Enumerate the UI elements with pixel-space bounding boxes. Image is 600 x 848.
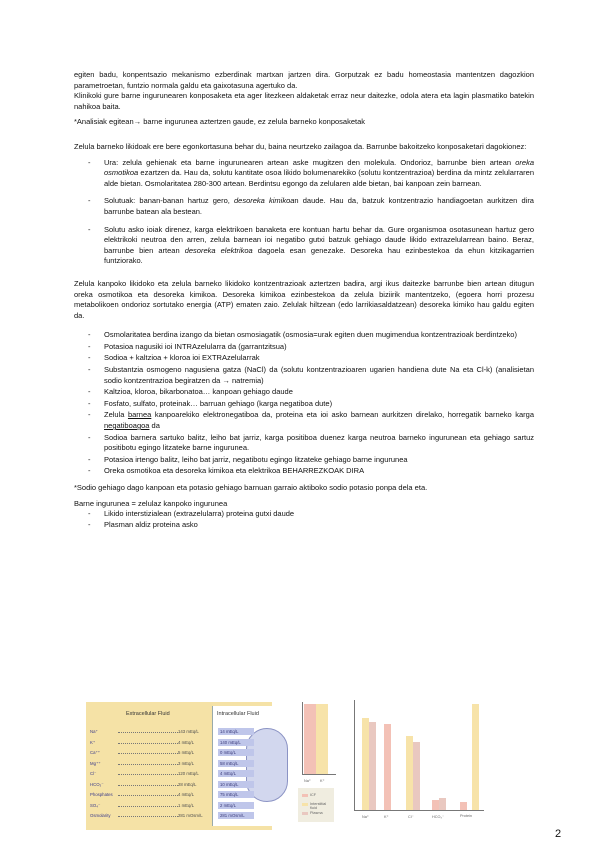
paragraph: Zelula kanpoko likidoko eta zelula barneko likidoko kontzentrazioak aztertzen badira, argi ikus daitezke barrunbe bien artean ditugun oreka osmotikoa eta desoreka kimikoa. Desoreka kimikoa ezinbestekoa da zelula biziirik mantentzeko, (egoera horri prozesu metabolikoen ondorioz sortutako energia (ATP) ematen zaio. Zelulak hiltzean (edo larrikiasaldatzean) desoreka kimiko hau galdu egiten da.	[74, 278, 534, 320]
leader-dots	[118, 753, 178, 754]
compartment-bar-figure	[296, 686, 494, 832]
extracellular-value: 281 mOsm/L	[178, 813, 203, 818]
list-item: - Zelula barnea kanpoarekiko elektronegatiboa da, proteina eta ioi asko barnean aurkitzen direlako, horregatik barneko karga negatiboagoa da	[74, 410, 534, 431]
extracellular-value: 120 mEq/L	[178, 771, 199, 776]
tick-label: K⁺	[384, 815, 389, 819]
bar-protein-plasma	[472, 704, 479, 810]
ion-name: Mg⁺⁺	[90, 760, 101, 766]
leader-dots	[118, 795, 178, 796]
leader-dots	[118, 785, 178, 786]
list-item: - Kaltzioa, kloroa, bikarbonatoa… kanpoan gehiago daude	[74, 387, 534, 398]
left-label-k: K⁺	[320, 779, 325, 783]
summary-list	[74, 330, 534, 477]
intracellular-value: 14 mEq/L	[218, 728, 254, 735]
list-item: - Potasioa irtengo balitz, leiho bat jarriz, negatibotu egingo litzateke gehiago barne ingurunea	[74, 455, 534, 466]
bar-na-isf	[362, 718, 369, 810]
intracellular-value: 140 mEq/L	[218, 739, 254, 746]
leader-dots	[118, 764, 178, 765]
extracellular-value: 28 mEq/L	[178, 781, 197, 787]
leader-dots	[118, 743, 178, 744]
left-bar-na	[304, 704, 316, 774]
paragraph: Zelula barneko likidoak ere bere egonkortasuna behar du, baina neurtzeko zailagoa da. Barrunbe bakoitzeko konposaketari dagokionez:	[74, 141, 527, 151]
document-body	[74, 70, 534, 530]
leader-dots	[118, 806, 178, 807]
list-item: - Sodioa barnera sartuko balitz, leiho bat jarriz, karga positiboa duenez karga neutroa barneko ingurunean eta gehiago sartuz positibotu egingo litzateke barne ingurunea.	[74, 433, 534, 454]
legend-label: ICF	[310, 793, 317, 797]
composition-list	[74, 158, 534, 267]
bar-k-icf	[384, 724, 391, 810]
ion-name: Phosphates	[90, 792, 113, 797]
tick-label: Protein	[460, 814, 473, 818]
list-item: - Fosfato, sulfato, proteinak… barruan gehiago (karga negatiboa dute)	[74, 399, 534, 410]
ion-name: HCO₃⁻	[90, 781, 104, 787]
tick-label: Na⁺	[362, 815, 369, 819]
list-item: - Solutu asko ioiak direnez, karga elektrikoen banaketa ere kontuan hartu behar da. Gure organismoa osotasunean hartuz gero elektrikoki neutroa den arren, zelula barnean ioi negatibo gutxi batzuk gehiago daude likido extrazelularrean baino. Beraz, barrunbe bien artean desoreka elektrikoa dagoela esan genezake. Desoreka hau ezinbestekoa da ehun kitzikagarrien funtziorako.	[74, 225, 534, 267]
main-baseline	[354, 810, 484, 811]
intracellular-header: Intracellular Fluid	[217, 711, 259, 717]
ion-name: Osmolarity	[90, 813, 111, 818]
ion-name: K⁺	[90, 739, 96, 745]
extracellular-value: 4 mEq/L	[178, 792, 195, 797]
list-item: - Potasioa nagusiki ioi INTRAzelularra da (garrantzitsua)	[74, 342, 534, 353]
list-item: - Osmolaritatea berdina izango da bietan osmosiagatik (osmosia=urak egiten duen mugimendua kontzentrazioak berdintzeko)	[74, 330, 534, 341]
extracellular-value: 3 mEq/L	[178, 760, 195, 766]
intracellular-value: 2 mEq/L	[218, 802, 254, 809]
tick-label: Cl⁻	[408, 815, 414, 819]
extracellular-value: 1 mEq/L	[178, 802, 195, 808]
ion-concentration-figure	[86, 702, 272, 830]
legend	[298, 788, 334, 822]
intracellular-value: 4 mEq/L	[218, 770, 254, 777]
paragraph: Klinikoki gure barne ingurunearen konposaketa eta ager litezkeen aldaketak erraz neur daitezke, odola atera eta lagin plasmatiko batekin nahikoa baita.	[74, 91, 534, 111]
list-item: - Substantzia osmogeno nagusiena gatza (NaCl) da (solutu kontzentrazioaren ugarien handiena dute Na eta Cl-k) (analisietan sodio kontzentrazioa begiratzen da → natremia)	[74, 365, 534, 386]
note: *Analisiak egitean→ barne ingurunea aztertzen gaude, ez zelula barneko konposaketak	[74, 117, 366, 127]
legend-swatch-plasma	[302, 812, 308, 815]
list-item: - Likido interstizialean (extrazelularra) proteina gutxi daude	[74, 509, 534, 520]
intracellular-value: 75 mEq/L	[218, 791, 254, 798]
legend-label: Plasma	[310, 811, 323, 815]
legend-swatch-isf	[302, 803, 308, 806]
main-axis	[354, 700, 355, 810]
bar-cl-plasma	[413, 742, 420, 810]
list-item: - Plasman aldiz proteina asko	[74, 520, 534, 531]
bar-cl-isf	[406, 736, 413, 810]
legend-label: Interstitial fluid	[310, 802, 327, 810]
intracellular-value: 281 mOsm/L	[218, 812, 254, 819]
environment-list	[74, 509, 534, 530]
ion-name: Na⁺	[90, 729, 98, 734]
paragraph: egiten badu, konpentsazio mekanismo ezberdinak martxan jartzen dira. Gorputzak ez badu homeostasia mantentzen dagozkion parametroetan, funtzio normala galdu eta gaixotasuna agertuko da.	[74, 70, 534, 90]
extracellular-value: 143 mEq/L	[178, 729, 199, 734]
list-item: - Sodioa + kaltzioa + kloroa ioi EXTRAzelularrak	[74, 353, 534, 364]
bar-na-plasma	[369, 722, 376, 810]
list-item: - Solutuak: banan-banan hartuz gero, desoreka kimikoan daude. Hau da, batzuk kontzentrazio handiagoetan aurkitzen dira barrunbe batean ala bestean.	[74, 196, 534, 217]
intracellular-value: 0 mEq/L	[218, 749, 254, 756]
intracellular-value: 58 mEq/L	[218, 760, 254, 767]
leader-dots	[118, 732, 178, 733]
left-baseline	[302, 774, 336, 775]
bar-hco3-plasma	[439, 798, 446, 810]
note: *Sodio gehiago dago kanpoan eta potasio gehiago barnuan garraio aktiboko sodio potasio ponpa dela eta.	[74, 483, 428, 492]
paragraph: Barne ingurunea = zelulaz kanpoko ingurunea	[74, 498, 228, 508]
list-item: - Ura: zelula gehienak eta barne ingurunearen artean aske mugitzen den molekula. Ondorioz, barrunbe bien artean oreka osmotikoa ezartzen da. Hau da, solutu kantitate osoa likido bolumenarekiko (solutu kontzentrazioa) berdina da mintz zelularraren alde bietan. Osmolaritatea 280-300 artean. Berdintsu egongo da zelularen alde bietan, bai kanpoan zein barnean.	[74, 158, 534, 190]
bar-protein-icf	[460, 802, 467, 810]
ion-name: Cl⁻	[90, 771, 97, 776]
ion-name: SO₄⁻	[90, 802, 101, 808]
left-label-na: Na⁺	[304, 779, 311, 783]
extracellular-value: 5 mEq/L	[178, 750, 195, 755]
extracellular-header: Extracellular Fluid	[126, 711, 170, 717]
list-item: - Oreka osmotikoa eta desoreka kimikoa eta elektrikoa BEHARREZKOAK DIRA	[74, 466, 534, 477]
legend-swatch-icf	[302, 794, 308, 797]
left-bar-k	[316, 704, 328, 774]
tick-label: HCO₃⁻	[432, 815, 444, 819]
left-axis	[302, 702, 303, 774]
page-number: 2	[555, 828, 562, 840]
leader-dots	[118, 774, 178, 775]
extracellular-value: 4 mEq/L	[178, 739, 195, 745]
intracellular-value: 10 mEq/L	[218, 781, 254, 788]
ion-name: Ca⁺⁺	[90, 750, 101, 755]
leader-dots	[118, 816, 178, 817]
bar-hco3	[432, 800, 439, 810]
